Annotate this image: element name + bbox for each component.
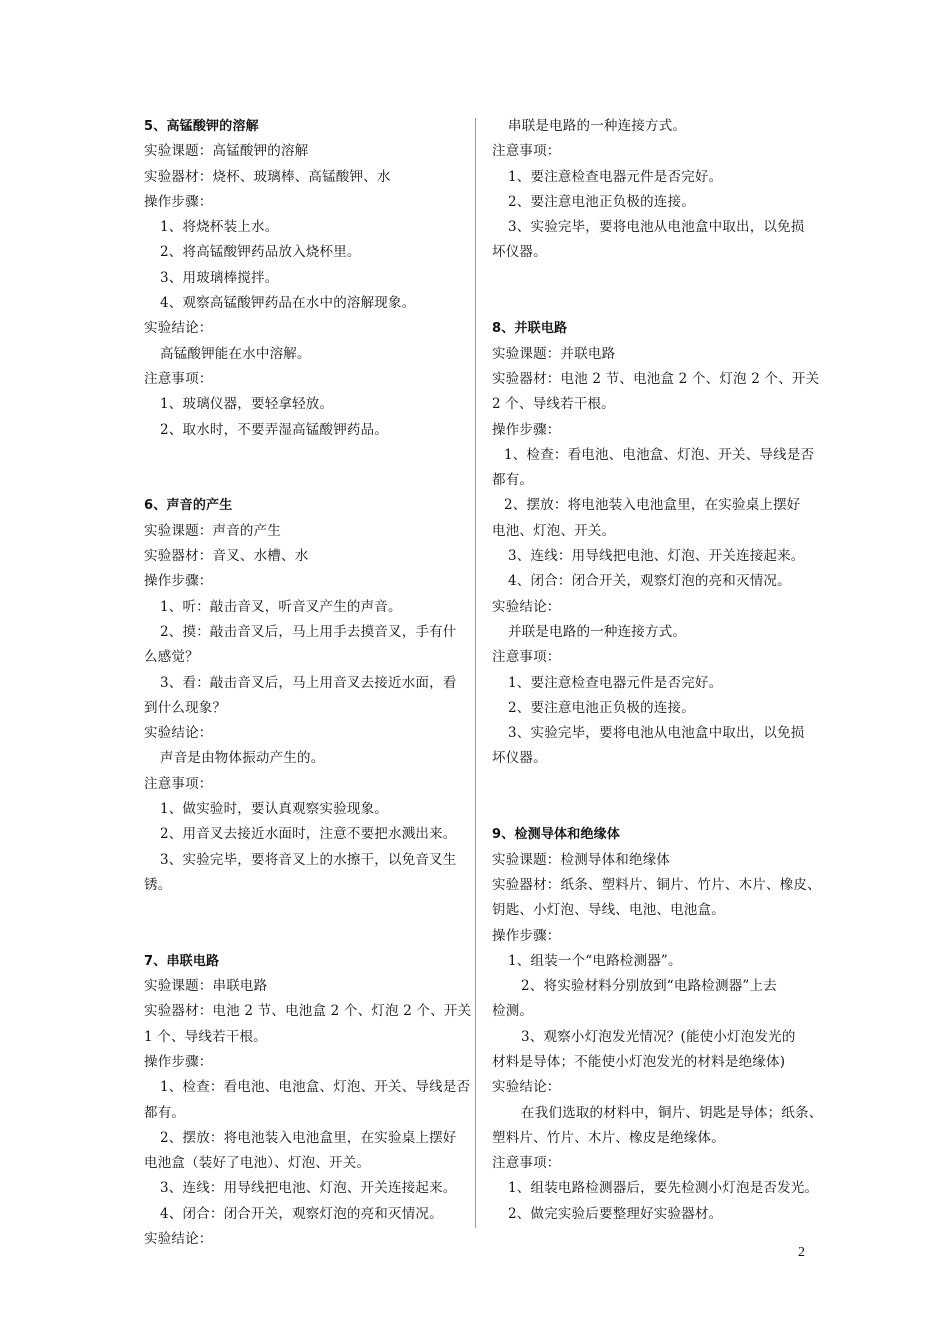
note-item: 1、要注意检查电器元件是否完好。 <box>508 168 723 185</box>
equipment-line-cont: 1 个、导线若干根。 <box>144 1028 267 1045</box>
step-item-cont: 材料是导体；不能使小灯泡发光的材料是绝缘体) <box>492 1053 786 1070</box>
step-item: 3、连线：用导线把电池、灯泡、开关连接起来。 <box>508 548 805 565</box>
conclusion-label: 实验结论： <box>492 1079 561 1096</box>
topic-line: 实验课题：声音的产生 <box>144 522 281 539</box>
step-item-cont: 电池盒（装好了电池）、灯泡、开关。 <box>144 1155 371 1172</box>
note-item-cont: 坏仪器。 <box>492 750 547 767</box>
step-item-cont: 都有。 <box>144 1104 186 1121</box>
topic-line: 实验课题：串联电路 <box>144 978 268 995</box>
step-item: 3、看：敲击音叉后，马上用音叉去接近水面，看 <box>160 674 457 691</box>
equipment-line: 实验器材：电池 2 节、电池盒 2 个、灯泡 2 个、开关 <box>144 1003 472 1020</box>
conclusion-label: 实验结论： <box>144 725 213 742</box>
topic-line: 实验课题：检测导体和绝缘体 <box>492 851 671 868</box>
note-item: 3、实验完毕，要将电池从电池盒中取出，以免损 <box>508 725 805 742</box>
equipment-line-cont: 钥匙、小灯泡、导线、电池、电池盒。 <box>492 902 725 919</box>
step-item: 3、用玻璃棒搅拌。 <box>160 269 279 286</box>
step-item-cont: 到什么现象？ <box>144 699 227 716</box>
note-item: 1、组装电路检测器后，要先检测小灯泡是否发光。 <box>508 1180 819 1197</box>
notes-label: 注意事项： <box>144 370 213 387</box>
note-item: 2、做完实验后要整理好实验器材。 <box>508 1205 723 1222</box>
conclusion-text: 串联是电路的一种连接方式。 <box>508 118 687 134</box>
step-item: 1、组装一个“电路检测器”。 <box>508 952 682 969</box>
conclusion-text: 高锰酸钾能在水中溶解。 <box>160 345 311 362</box>
step-item-cont: 电池、灯泡、开关。 <box>492 522 616 539</box>
steps-label: 操作步骤： <box>492 421 561 438</box>
step-item: 3、观察小灯泡发光情况？(能使小灯泡发光的 <box>521 1028 796 1045</box>
section-title: 8、并联电路 <box>492 321 568 337</box>
right-column <box>492 114 823 1227</box>
note-item: 2、用音叉去接近水面时，注意不要把水溅出来。 <box>160 826 457 843</box>
note-item: 2、取水时，不要弄湿高锰酸钾药品。 <box>160 421 388 438</box>
step-item-cont: 都有。 <box>492 472 534 489</box>
note-item: 1、做实验时，要认真观察实验现象。 <box>160 801 388 818</box>
column-divider <box>475 118 476 1228</box>
notes-label: 注意事项： <box>144 775 213 792</box>
page-number: 2 <box>798 1245 805 1260</box>
equipment-line: 实验器材：纸条、塑料片、铜片、竹片、木片、橡皮、 <box>492 876 821 893</box>
conclusion-text: 并联是电路的一种连接方式。 <box>508 623 687 640</box>
section-title: 7、串联电路 <box>144 953 220 969</box>
note-item-cont: 锈。 <box>144 876 172 893</box>
section-title: 5、高锰酸钾的溶解 <box>144 119 259 134</box>
step-item: 2、摸：敲击音叉后，马上用手去摸音叉，手有什 <box>160 623 457 640</box>
topic-line: 实验课题：高锰酸钾的溶解 <box>144 143 309 160</box>
step-item-cont: 么感觉？ <box>144 649 199 666</box>
notes-label: 注意事项： <box>492 649 561 666</box>
step-item: 2、将高锰酸钾药品放入烧杯里。 <box>160 244 361 261</box>
step-item: 1、检查：看电池、电池盒、灯泡、开关、导线是否 <box>160 1079 471 1096</box>
note-item: 3、实验完毕，要将电池从电池盒中取出，以免损 <box>508 219 805 236</box>
equipment-line: 实验器材：电池 2 节、电池盒 2 个、灯泡 2 个、开关 <box>492 370 820 387</box>
notes-label: 注意事项： <box>492 143 561 160</box>
equipment-line: 实验器材：音叉、水槽、水 <box>144 548 309 565</box>
note-item: 2、要注意电池正负极的连接。 <box>508 193 695 210</box>
note-item: 1、要注意检查电器元件是否完好。 <box>508 674 723 691</box>
note-item: 2、要注意电池正负极的连接。 <box>508 699 695 716</box>
step-item: 1、检查：看电池、电池盒、灯泡、开关、导线是否 <box>504 446 815 463</box>
step-item: 2、摆放：将电池装入电池盒里，在实验桌上摆好 <box>160 1129 457 1146</box>
conclusion-label: 实验结论： <box>144 320 213 337</box>
note-item-cont: 坏仪器。 <box>492 244 547 261</box>
section-title: 6、声音的产生 <box>144 498 233 514</box>
conclusion-label: 实验结论： <box>144 1231 213 1248</box>
step-item: 2、将实验材料分别放到“电路检测器”上去 <box>521 978 777 995</box>
step-item: 3、连线：用导线把电池、灯泡、开关连接起来。 <box>160 1180 457 1197</box>
note-item: 3、实验完毕，要将音叉上的水擦干，以免音叉生 <box>160 851 457 868</box>
step-item: 1、将烧杯装上水。 <box>160 219 279 236</box>
step-item-cont: 检测。 <box>492 1003 534 1020</box>
steps-label: 操作步骤： <box>144 573 213 590</box>
step-item: 1、听：敲击音叉，听音叉产生的声音。 <box>160 598 402 615</box>
step-item: 4、闭合：闭合开关，观察灯泡的亮和灭情况。 <box>508 573 791 590</box>
step-item: 2、摆放：将电池装入电池盒里，在实验桌上摆好 <box>504 497 801 514</box>
topic-line: 实验课题：并联电路 <box>492 345 616 362</box>
notes-label: 注意事项： <box>492 1155 561 1172</box>
steps-label: 操作步骤： <box>492 927 561 944</box>
section-title: 9、检测导体和绝缘体 <box>492 827 621 843</box>
steps-label: 操作步骤： <box>144 1053 213 1070</box>
step-item: 4、闭合：闭合开关，观察灯泡的亮和灭情况。 <box>160 1205 443 1222</box>
step-item: 4、观察高锰酸钾药品在水中的溶解现象。 <box>160 295 416 312</box>
left-column <box>144 114 472 1252</box>
steps-label: 操作步骤： <box>144 193 213 210</box>
equipment-line-cont: 2 个、导线若干根。 <box>492 396 615 413</box>
equipment-line: 实验器材：烧杯、玻璃棒、高锰酸钾、水 <box>144 168 391 185</box>
conclusion-text: 声音是由物体振动产生的。 <box>160 750 325 767</box>
note-item: 1、玻璃仪器，要轻拿轻放。 <box>160 396 334 413</box>
conclusion-label: 实验结论： <box>492 598 561 615</box>
conclusion-text-cont: 塑料片、竹片、木片、橡皮是绝缘体。 <box>492 1129 725 1146</box>
conclusion-text: 在我们选取的材料中，铜片、钥匙是导体；纸条、 <box>521 1104 823 1121</box>
